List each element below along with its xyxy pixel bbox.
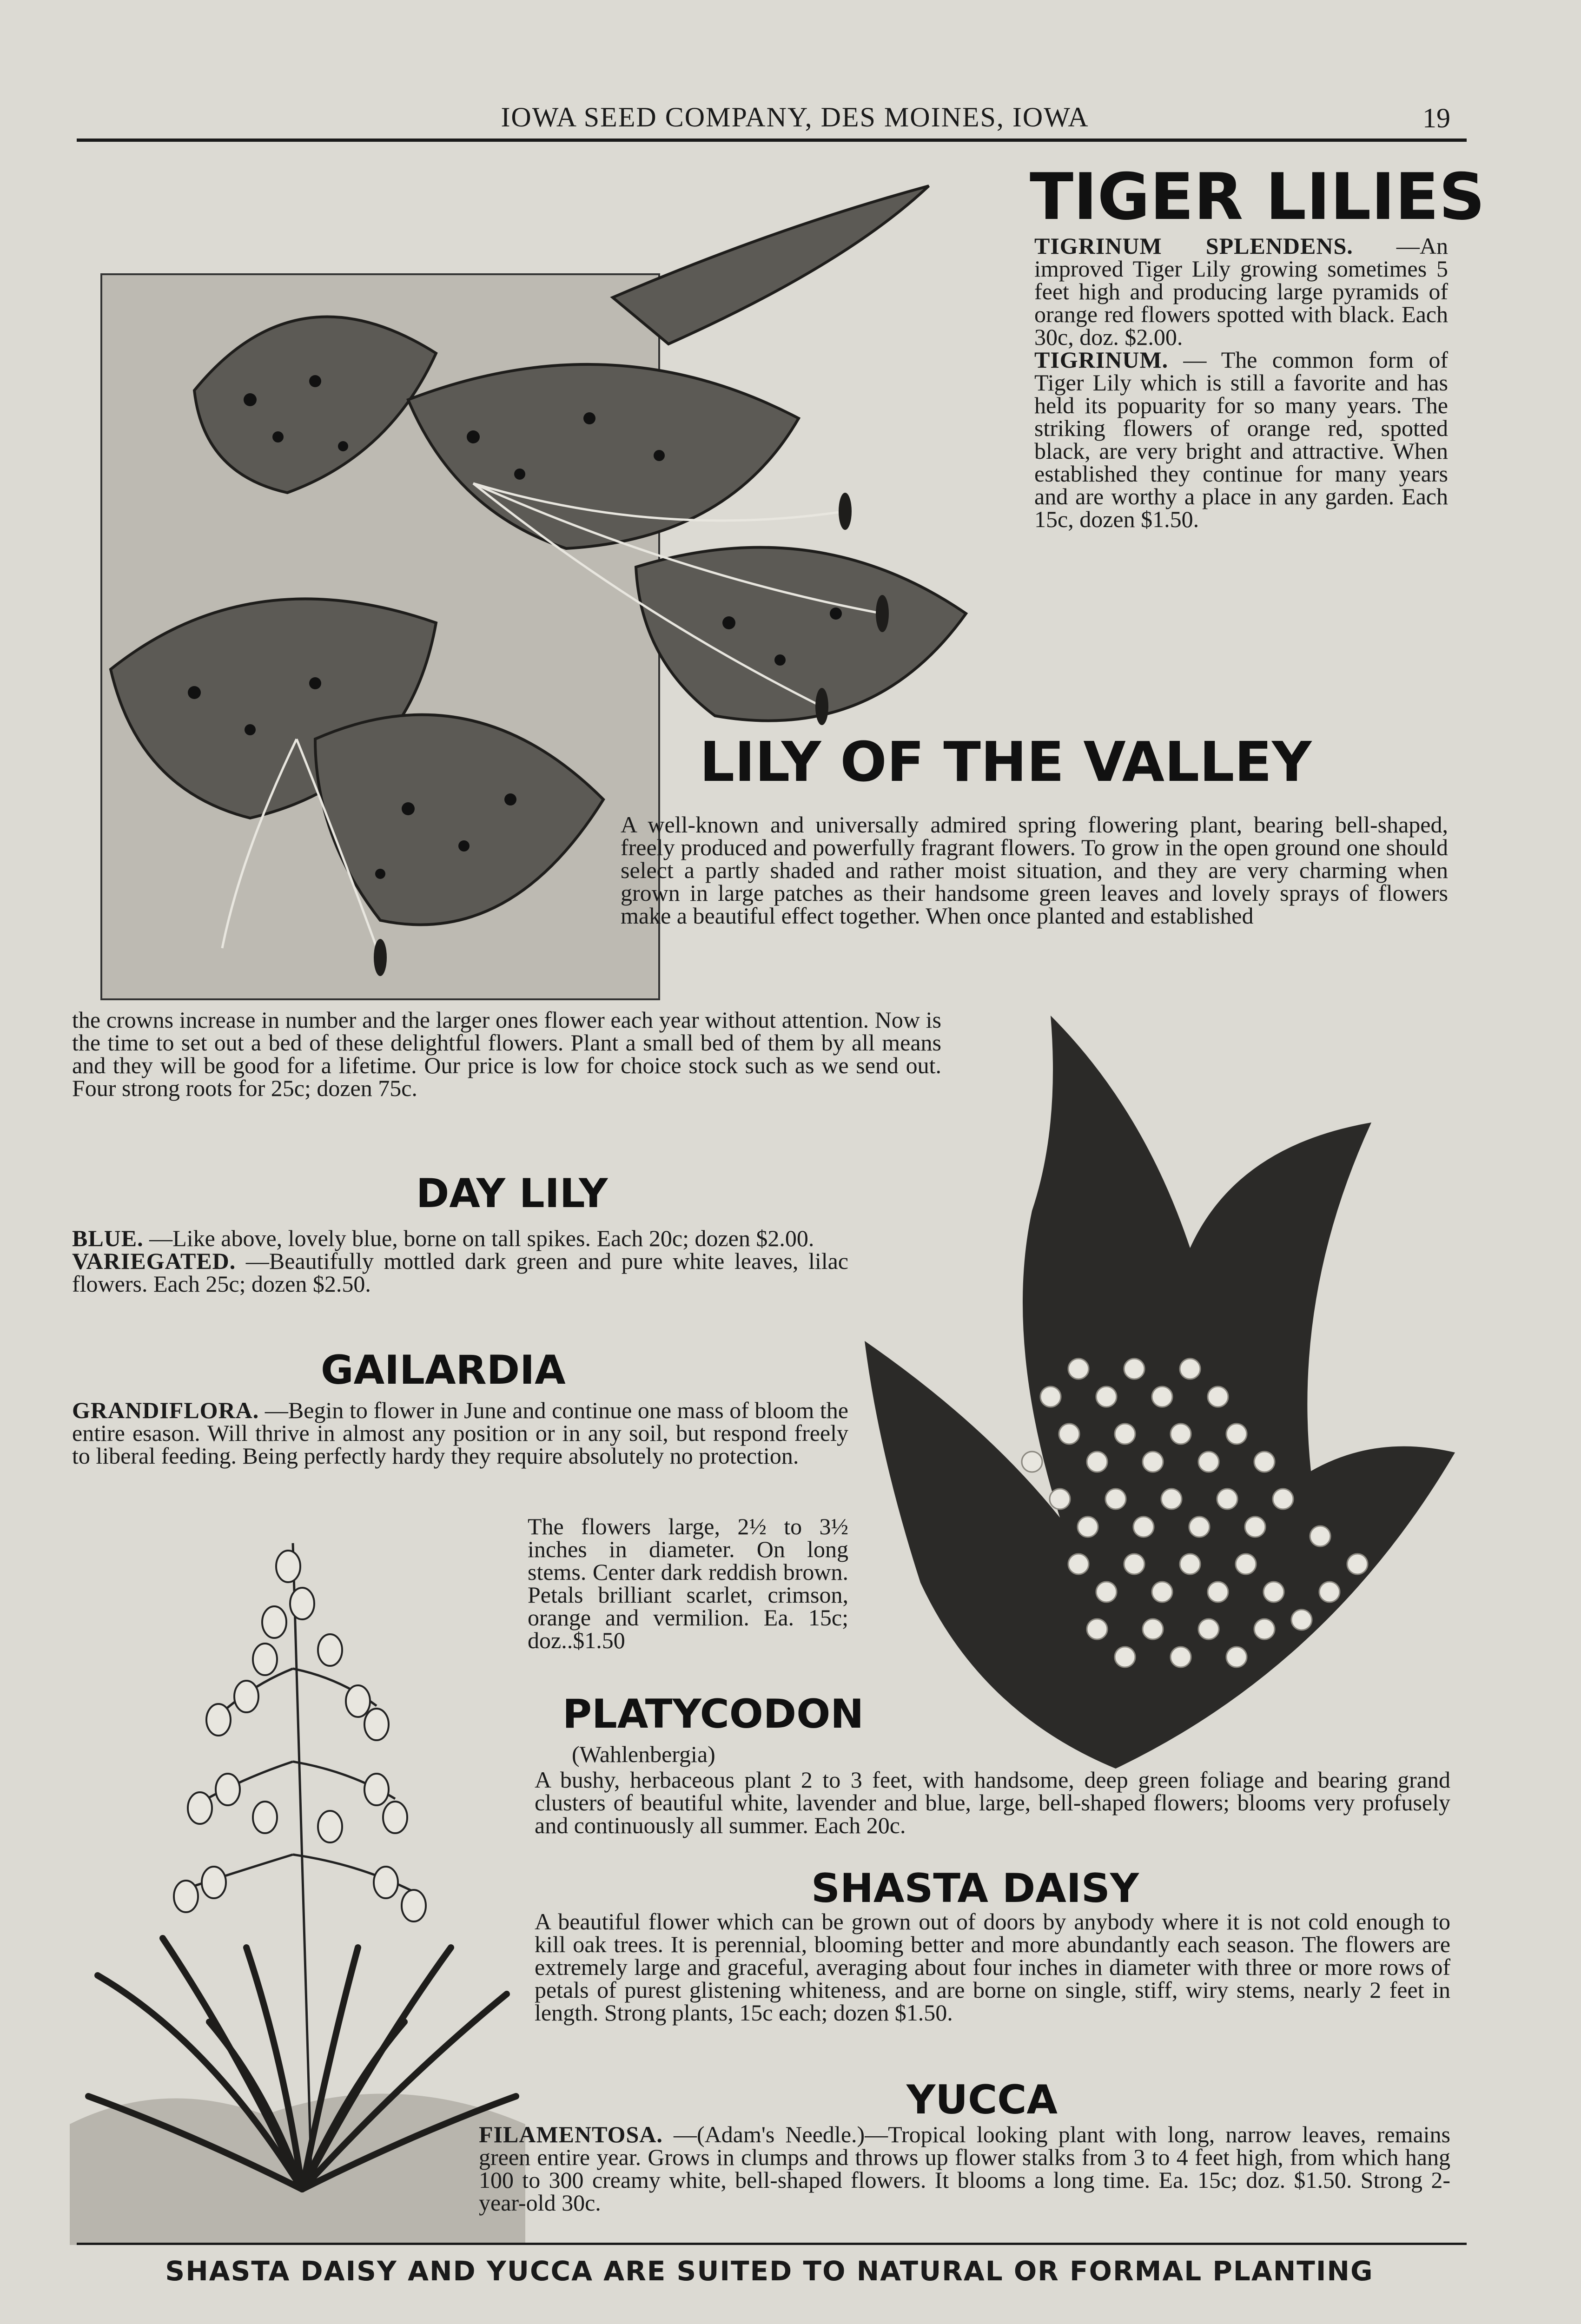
gailardia-grandiflora-text: —Begin to flower in June and continue one mass of bloom the entire esason. Will thrive in almost any position or in any soil, but respond freely to liberal feeding. Being perfectly hardy they require absolutely no protection. — [72, 1397, 848, 1469]
yucca-illustration — [70, 1529, 525, 2245]
tiger-lilies-description — [1034, 235, 1448, 531]
page-header-title: IOWA SEED COMPANY, DES MOINES, IOWA — [501, 102, 1089, 132]
page-number: 19 — [1422, 103, 1450, 133]
gailardia-description-2: The flowers large, 2½ to 3½ inches in diameter. On long stems. Center dark reddish brown. Petals brilliant scarlet, crimson, orange and vermilion. Ea. 15c; doz..$1.50 — [528, 1513, 848, 1653]
shasta-daisy-description: A beautiful flower which can be grown out of doors by anybody where it is not cold enough to kill oak trees. It is perennial, blooming better and more abundantly each season. The flowers are extremely large and graceful, averaging about four inches in diameter with three or more rows of petals of purest glistening whiteness, and are borne on single, stiff, wiry stems, nearly 2 feet in length. Strong plants, 15c each; dozen $1.50. — [535, 1908, 1450, 2026]
gailardia-heading: GAILARDIA — [321, 1347, 566, 1393]
gailardia-grandiflora-name: GRANDIFLORA. — [72, 1397, 259, 1423]
day-lily-variegated-name: VARIEGATED. — [72, 1248, 236, 1274]
platycodon-heading: PLATYCODON — [562, 1691, 864, 1737]
tigrinum-splendens-text: —An improved Tiger Lily growing sometimes 5 feet high and producing large pyramids of orange red flowers spotted with black. Each 30c, doz. $2.00. — [1034, 233, 1448, 350]
lily-of-the-valley-illustration — [865, 1016, 1464, 1778]
day-lily-variegated-text: —Beautifully mottled dark green and pure white leaves, lilac flowers. Each 25c; dozen $2.50. — [72, 1248, 849, 1297]
tigrinum-name: TIGRINUM. — [1034, 347, 1169, 373]
yucca-filamentosa-name: FILAMENTOSA. — [479, 2121, 663, 2147]
yucca-filamentosa-text: —(Adam's Needle.)—Tropical looking plant with long, narrow leaves, remains green entire year. Grows in clumps and throws up flower stalks from 3 to 4 feet high, from which hang 100 to 300 creamy white, bell-shaped flowers. It blooms a long time. Ea. 15c; doz. $1.50. Strong 2-year-old 30c. — [479, 2121, 1450, 2216]
platycodon-description: A bushy, herbaceous plant 2 to 3 feet, with handsome, deep green foliage and bearing grand clusters of beautiful white, lavender and blue, large, bell-shaped flowers; blooms very profusely and continuously all summer. Each 20c. — [535, 1767, 1450, 1838]
yucca-heading: YUCCA — [906, 2077, 1058, 2123]
day-lily-blue-text: —Like above, lovely blue, borne on tall spikes. Each 20c; dozen $2.00. — [149, 1225, 814, 1251]
day-lily-heading: DAY LILY — [416, 1170, 608, 1217]
footer-banner: SHASTA DAISY AND YUCCA ARE SUITED TO NATURAL OR FORMAL PLANTING — [165, 2255, 1374, 2287]
tiger-lilies-heading: TIGER LILIES — [1030, 159, 1485, 234]
tigrinum-splendens-name: TIGRINUM SPLENDENS. — [1034, 233, 1353, 259]
yucca-description — [479, 2123, 1450, 2214]
tigrinum-text: — The common form of Tiger Lily which is still a favorite and has held its popuarity for so many years. The striking flowers of orange red, spotted black, are very bright and attractive. When established they continue for many years and are worthy a place in any garden. Each 15c, dozen $1.50. — [1034, 347, 1448, 532]
gailardia-description — [72, 1399, 848, 1467]
day-lily-description — [72, 1227, 848, 1295]
lily-of-the-valley-heading: LILY OF THE VALLEY — [700, 730, 1312, 794]
header-rule — [77, 139, 1467, 142]
day-lily-blue-name: BLUE. — [72, 1225, 144, 1251]
lily-of-the-valley-text-1: A well-known and universally admired spring flowering plant, bearing bell-shaped, freely produced and powerfully fragrant flowers. To grow in the open ground one should select a partly shaded and rather moist situation, and they are very charming when grown in large patches as their handsome green leaves and lovely sprays of flowers make a beautiful effect together. When once planted and established — [621, 812, 1448, 929]
platycodon-subtitle: (Wahlenbergia) — [572, 1741, 715, 1767]
footer-rule — [77, 2243, 1467, 2245]
shasta-daisy-heading: SHASTA DAISY — [811, 1865, 1139, 1912]
lily-of-the-valley-text-2: the crowns increase in number and the larger ones flower each year without attention. Now is the time to set out a bed of these delightful flowers. Plant a small bed of them by all means and they will be good for a lifetime. Our price is low for choice stock such as we send out. Four strong roots for 25c; dozen 75c. — [72, 1007, 941, 1101]
